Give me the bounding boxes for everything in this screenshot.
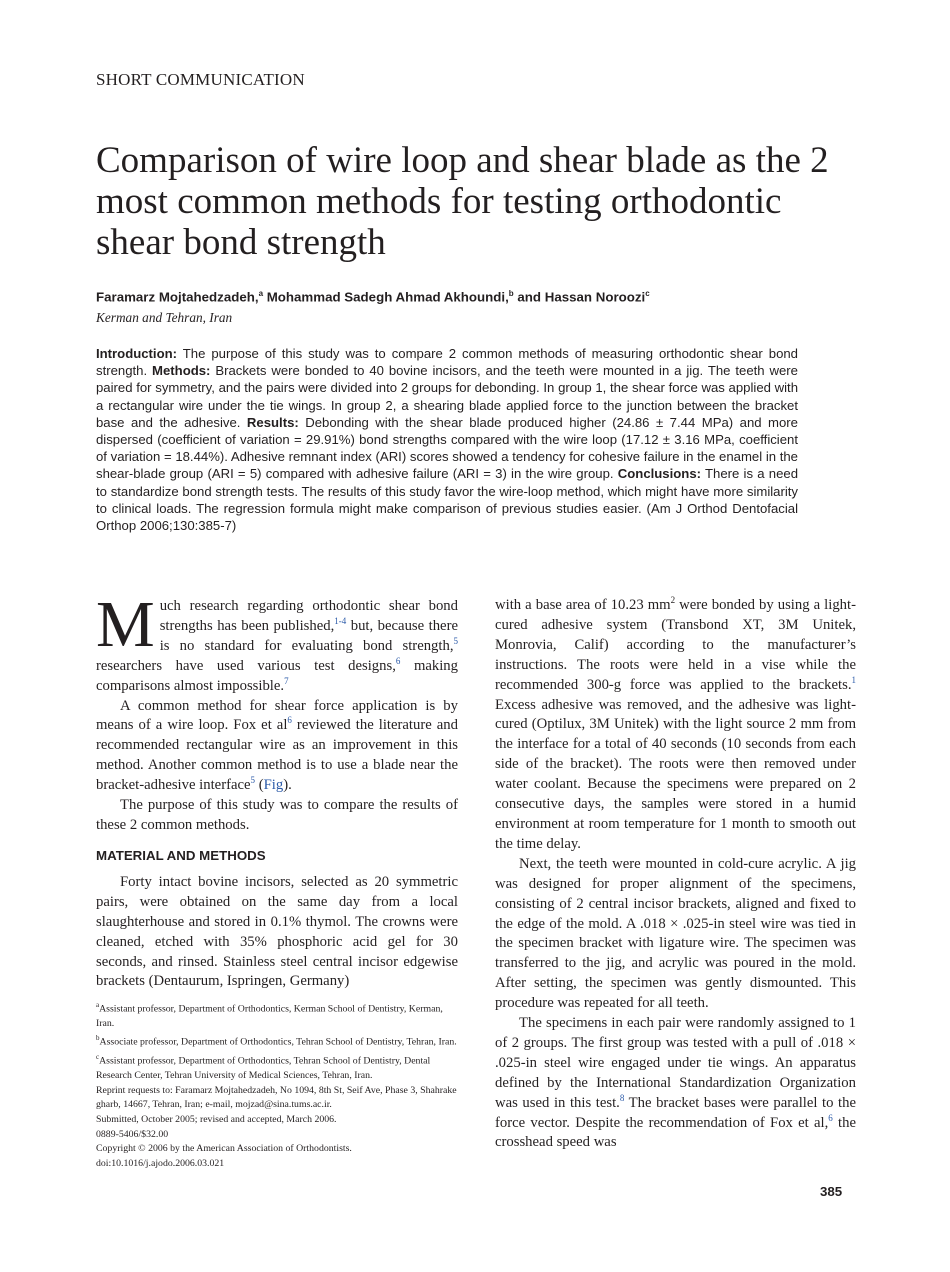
abstract-conclusions-text: There is a need to standardize bond strength tests. The results of this study favor the wire-loop method, which might have more similarity to clinical loads. The regression formula might make comparison of previous studies easier. (Am J Orthod Dentofacial Orthop 2006;130:385-7) (96, 466, 798, 534)
article-title: Comparison of wire loop and shear blade as the 2 most common methods for testing orthodontic shear bond strength (96, 140, 829, 263)
author-name: Mohammad Sadegh Ahmad Akhoundi, (266, 289, 509, 305)
footnote-mark: b (96, 1034, 100, 1043)
author-affiliation-mark: c (645, 289, 650, 298)
abstract-results-label: Results: (246, 414, 299, 430)
footnote-mark: a (96, 1001, 100, 1009)
body-paragraph (96, 588, 458, 697)
text-run: the crosshead speed was (495, 1114, 856, 1151)
body-paragraph (96, 697, 458, 797)
author-affiliation-mark: a (258, 289, 264, 298)
citation-link[interactable]: 1-4 (334, 616, 347, 627)
text-run: were bonded by using a light-cured adhesive system (Transbond XT, 3M Unitek, Monrovia, Calif) according to the manufacturer’s instructions. The roots were held in a vise while the recommended 300-g force was applied to the brackets. (495, 597, 856, 693)
text-run: ( (255, 777, 264, 794)
copyright: Copyright © 2006 by the American Association of Orthodontists. (96, 1143, 352, 1155)
author-name: Faramarz Mojtahedzadeh, (96, 289, 259, 305)
body-column-left (96, 588, 458, 992)
doi: doi:10.1016/j.ajodo.2006.03.021 (96, 1157, 225, 1169)
body-paragraph: Next, the teeth were mounted in cold-cure acrylic. A jig was designed for proper alignment of the specimens, consisting of 2 central incisor brackets, aligned and fixed to the edge of the mold. A .018 × .025-in steel wire was tied in the specimen bracket with ligature wire. The specimen was transferred to the jig, and acrylic was poured in the mold. After setting, the specimen was gently dismounted. This procedure was repeated for all teeth. (495, 855, 856, 1012)
text-run: but, because there is no standard for evaluating bond strength, (159, 617, 458, 654)
drop-cap: M (96, 588, 155, 661)
citation-link[interactable]: 5 (250, 775, 256, 786)
body-paragraph: Forty intact bovine incisors, selected as 20 symmetric pairs, were obtained on the same day from a local slaughterhouse and stored in 0.1% thymol. The crowns were cleaned, etched with 35% phosphoric acid gel for 30 seconds, and rinsed. Stainless steel central incisor edgewise brackets (Dentaurum, Ispringen, Germany) (96, 873, 458, 990)
footnote-mark: c (96, 1053, 100, 1062)
body-paragraph (495, 1014, 856, 1153)
abstract-intro-text: The purpose of this study was to compare 2 common methods of measuring orthodontic shear bond strength. (96, 346, 798, 379)
body-paragraph: The purpose of this study was to compare the results of these 2 common methods. (96, 797, 458, 833)
footnote-text: Assistant professor, Department of Orthodontics, Kerman School of Dentistry, Kerman, Iran. (96, 1003, 443, 1029)
text-run: researchers have used various test designs, (96, 657, 396, 674)
footnote-text: Associate professor, Department of Orthodontics, Tehran School of Dentistry, Tehran, Iran. (99, 1036, 457, 1048)
author-list (96, 289, 650, 304)
author-affiliation-mark: b (508, 289, 514, 298)
abstract-intro-label: Introduction: (96, 346, 178, 361)
footnotes (96, 998, 458, 1171)
author-affiliation: Kerman and Tehran, Iran (96, 310, 233, 325)
figure-link[interactable]: Fig (263, 777, 284, 794)
citation-link[interactable]: 6 (828, 1112, 833, 1123)
unit-superscript: 2 (670, 595, 676, 606)
text-run: Excess adhesive was removed, and the adhesive was light-cured (Optilux, 3M Unitek) with the light source 2 mm from the interface for a total of 40 seconds (10 seconds from each side of the bracket). The roots were then removed under water coolant. Because the specimens were prepared on 2 consecutive days, the samples were stored in a humid environment at room temperature for 1 month to smooth out the time delay. (495, 696, 856, 852)
section-heading-methods: MATERIAL AND METHODS (96, 847, 266, 863)
citation-link[interactable]: 6 (287, 715, 292, 726)
body-column-right (495, 596, 856, 1153)
text-run: making comparisons almost impossible. (96, 657, 458, 694)
abstract-methods-label: Methods: (152, 363, 211, 379)
citation-link[interactable]: 6 (395, 655, 401, 666)
abstract-conclusions-label: Conclusions: (617, 466, 702, 482)
citation-link[interactable]: 7 (284, 675, 289, 686)
citation-link[interactable]: 1 (851, 674, 856, 685)
submission-dates: Submitted, October 2005; revised and accepted, March 2006. (96, 1113, 337, 1125)
body-paragraph (495, 596, 856, 855)
text-run: The bracket bases were parallel to the force vector. Despite the recommendation of Fox et al, (495, 1094, 856, 1131)
text-run: reviewed the literature and recommended rectangular wire as an improvement in this method. Another common method is to use a blade near the bracket-adhesive interface (96, 717, 458, 794)
text-run: with a base area of 10.23 mm (495, 597, 671, 613)
text-run: The specimens in each pair were randomly assigned to 1 of 2 groups. The first group was tested with a pull of .018 × .025-in steel wire engaged under tie wings. An apparatus defined by the International Standardization Organization was used in this test. (495, 1015, 856, 1111)
footnote (96, 1031, 458, 1050)
issn: 0889-5406/$32.00 (96, 1128, 169, 1140)
author-name: and Hassan Noroozi (517, 289, 646, 305)
footnote (96, 1050, 458, 1083)
reprint-requests: Reprint requests to: Faramarz Mojtahedzadeh, No 1094, 8th St, Seif Ave, Phase 3, Shahrake gharb, 14667, Tehran, Iran; e-mail, mojzad@sina.tums.ac.ir. (96, 1084, 457, 1111)
page-number: 385 (820, 1184, 843, 1199)
abstract-methods-text: Brackets were bonded to 40 bovine incisors, and the teeth were mounted in a jig. The teeth were paired for symmetry, and the pairs were divided into 2 groups for debonding. In group 1, the shear force was applied with a rectangular wire under the tie wings. In group 2, a shearing blade applied force to the junction between the bracket base and the adhesive. (96, 363, 798, 430)
section-label: SHORT COMMUNICATION (96, 70, 305, 89)
citation-link[interactable]: 8 (619, 1092, 625, 1103)
footnote (96, 998, 458, 1031)
abstract (96, 345, 798, 534)
text-run: ). (283, 777, 292, 794)
citation-link[interactable]: 5 (453, 635, 458, 646)
footnote-text: Assistant professor, Department of Orthodontics, Tehran School of Dentistry, Dental Research Center, Tehran University of Medical Sciences, Tehran, Iran. (96, 1055, 431, 1082)
abstract-results-text: Debonding with the shear blade produced higher (24.86 ± 7.44 MPa) and more dispersed (coefficient of variation = 29.91%) bond strengths compared with the wire loop (17.12 ± 3.16 MPa, coefficient of variation = 18.44%). Adhesive remnant index (ARI) scores showed a tendency for cohesive failure in the enamel in the shear-blade group (ARI = 5) compared with adhesive failure (ARI = 3) in the wire group. (96, 414, 798, 482)
text-run: A common method for shear force application is by means of a wire loop. Fox et al (96, 697, 458, 734)
text-run: uch research regarding orthodontic shear bond strengths has been published, (159, 598, 458, 634)
